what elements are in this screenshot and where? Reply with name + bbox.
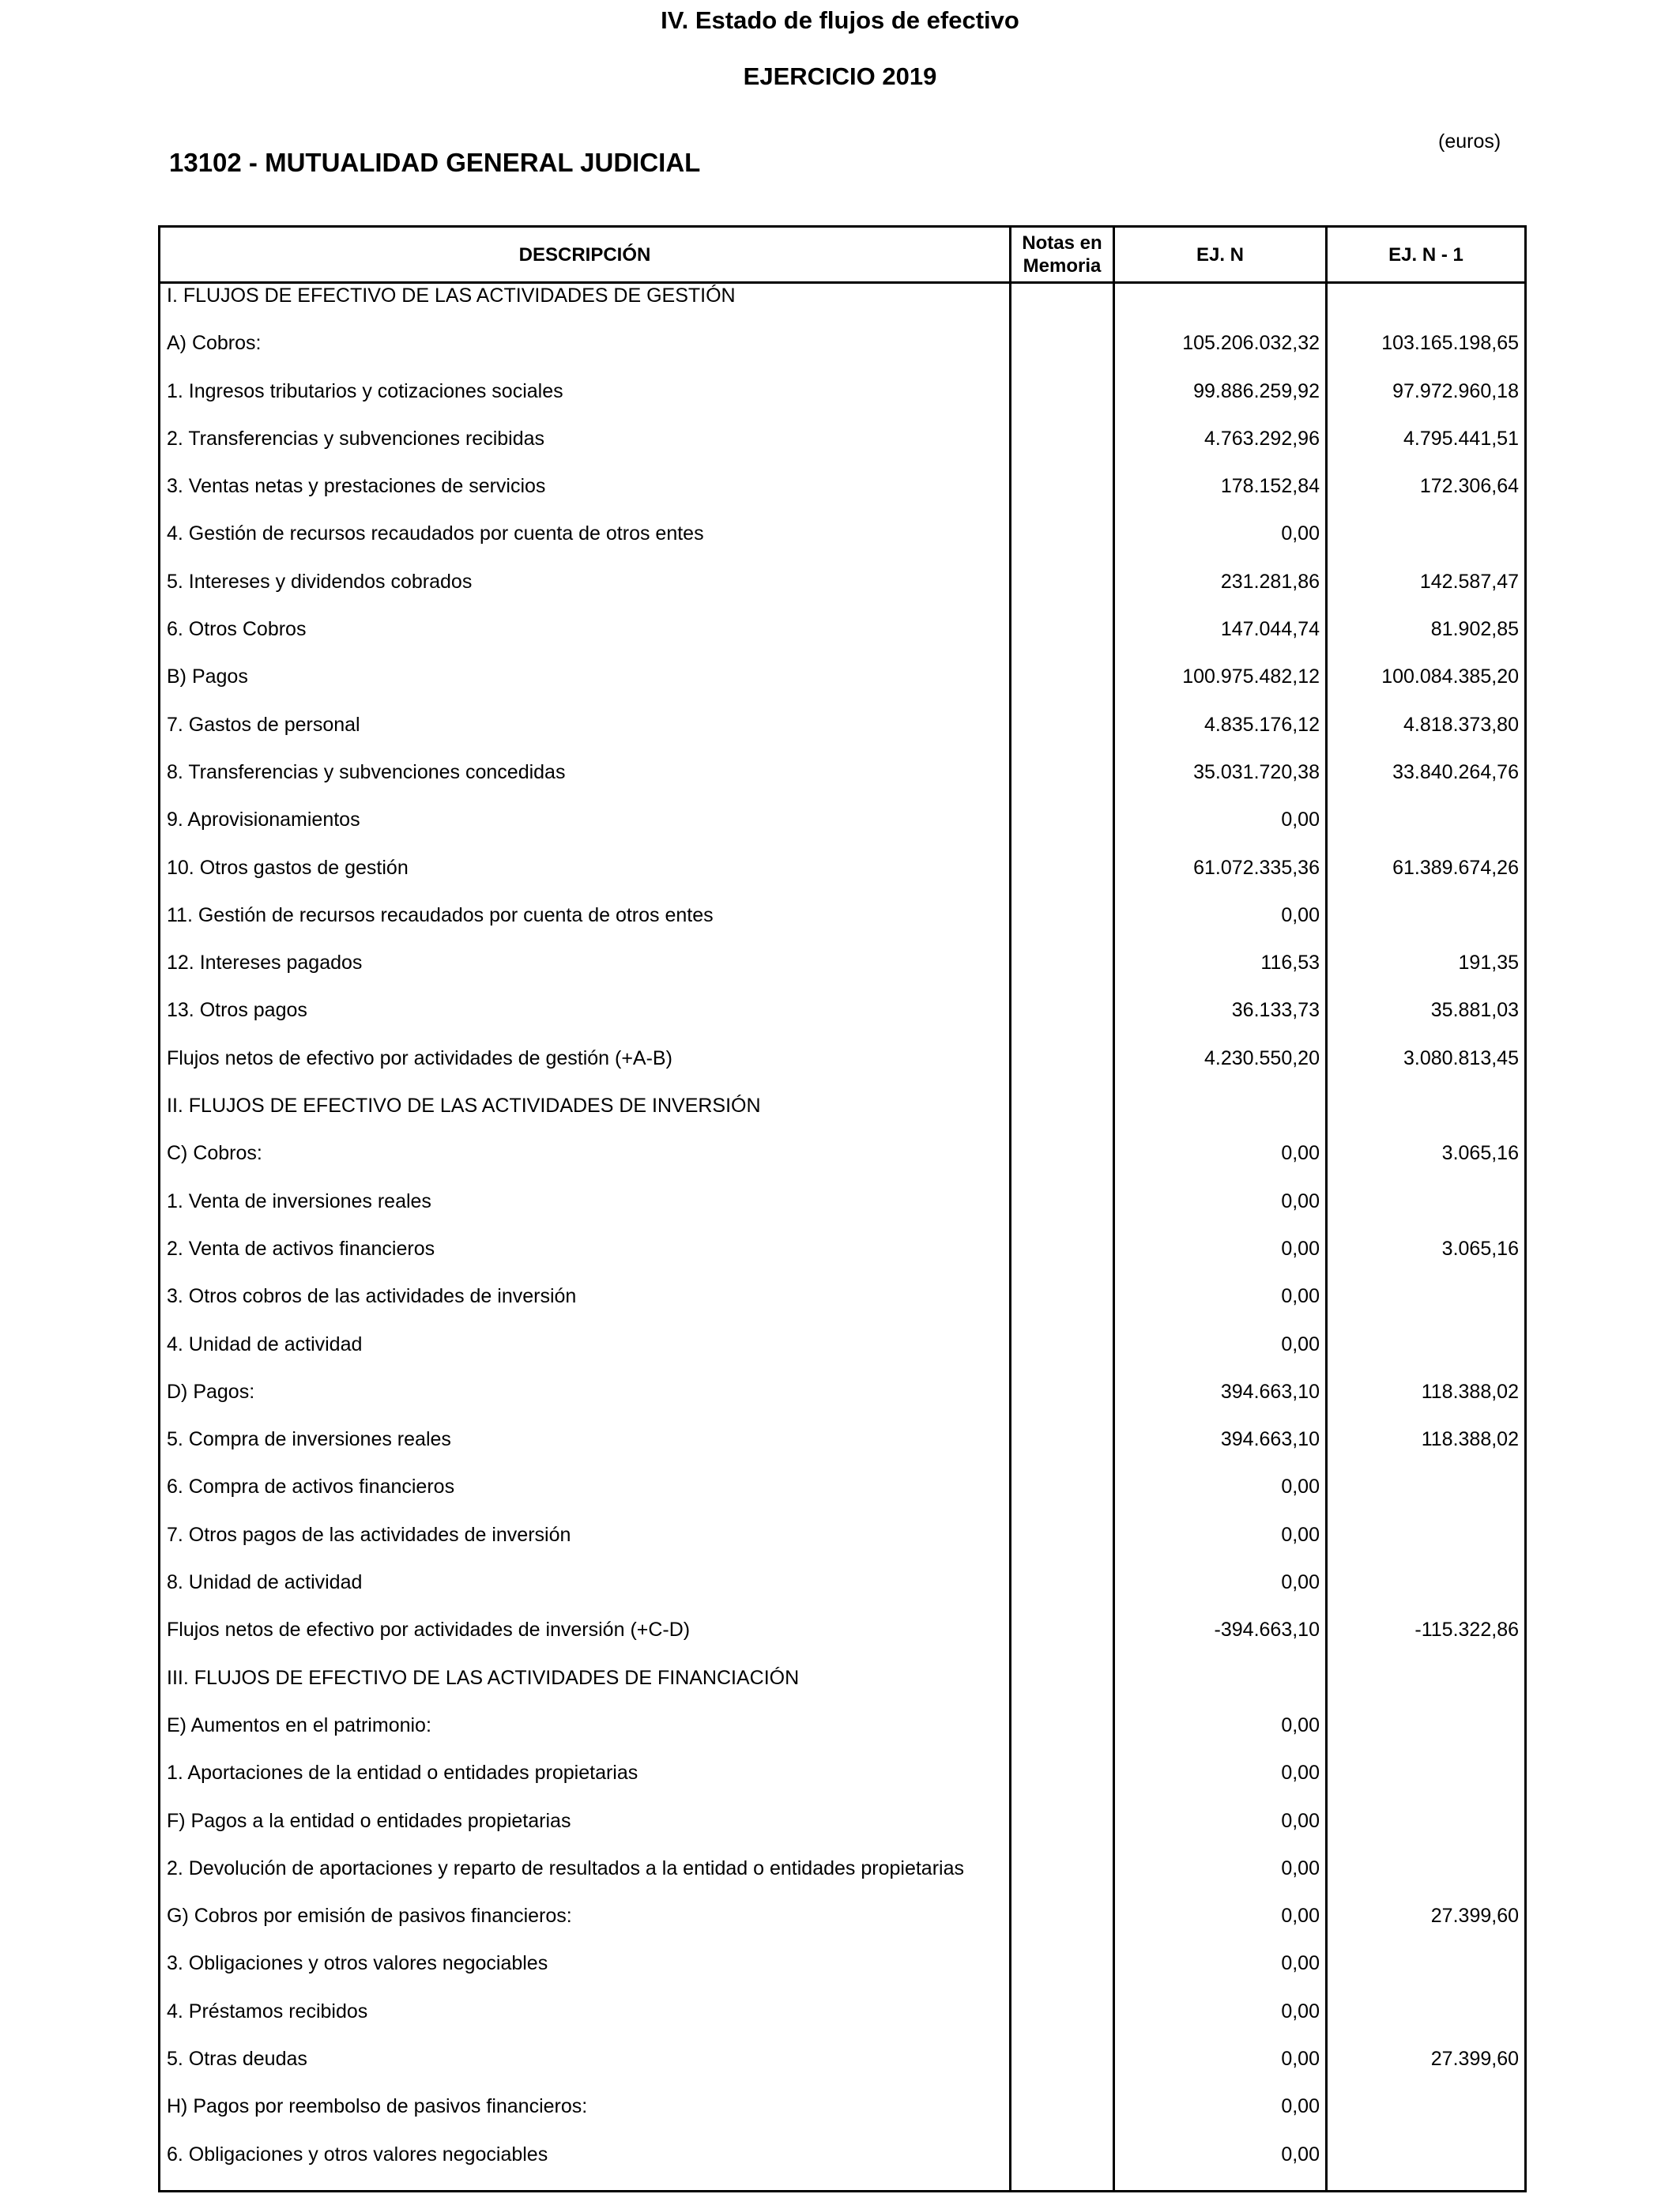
row-value-ej-n xyxy=(1114,283,1327,332)
row-notas xyxy=(1011,1046,1114,1094)
row-value-ej-n xyxy=(1114,1094,1327,1141)
row-value-ej-n: 0,00 xyxy=(1114,2047,1327,2094)
row-description: 10. Otros gastos de gestión xyxy=(160,856,1011,903)
row-description: A) Cobros: xyxy=(160,331,1011,379)
table-row xyxy=(160,427,1526,474)
column-header-ej-n: EJ. N xyxy=(1114,227,1327,283)
table-row xyxy=(160,1713,1526,1761)
row-notas xyxy=(1011,1951,1114,1999)
row-notas xyxy=(1011,1284,1114,1332)
table-row xyxy=(160,665,1526,712)
row-notas xyxy=(1011,379,1114,427)
table-row xyxy=(160,760,1526,808)
row-description: II. FLUJOS DE EFECTIVO DE LAS ACTIVIDADES DE INVERSIÓN xyxy=(160,1094,1011,1141)
row-value-ej-n1 xyxy=(1327,2094,1526,2142)
row-notas xyxy=(1011,427,1114,474)
row-value-ej-n xyxy=(1114,1666,1327,1713)
row-description: 2. Transferencias y subvenciones recibidas xyxy=(160,427,1011,474)
row-description: 4. Préstamos recibidos xyxy=(160,2000,1011,2047)
row-value-ej-n: 0,00 xyxy=(1114,1904,1327,1951)
row-notas xyxy=(1011,998,1114,1046)
row-notas xyxy=(1011,617,1114,665)
row-notas xyxy=(1011,1618,1114,1665)
row-value-ej-n1: 4.818.373,80 xyxy=(1327,713,1526,760)
row-notas xyxy=(1011,1094,1114,1141)
row-description: 3. Ventas netas y prestaciones de servicios xyxy=(160,474,1011,522)
row-notas xyxy=(1011,713,1114,760)
row-value-ej-n1: 4.795.441,51 xyxy=(1327,427,1526,474)
row-description: 5. Intereses y dividendos cobrados xyxy=(160,570,1011,617)
row-value-ej-n: 0,00 xyxy=(1114,1333,1327,1380)
row-description: 3. Obligaciones y otros valores negociables xyxy=(160,1951,1011,1999)
row-value-ej-n1: -115.322,86 xyxy=(1327,1618,1526,1665)
row-value-ej-n: 4.230.550,20 xyxy=(1114,1046,1327,1094)
row-value-ej-n: 0,00 xyxy=(1114,1713,1327,1761)
row-value-ej-n: 0,00 xyxy=(1114,903,1327,951)
row-value-ej-n1: 172.306,64 xyxy=(1327,474,1526,522)
row-description: D) Pagos: xyxy=(160,1380,1011,1427)
row-description: I. FLUJOS DE EFECTIVO DE LAS ACTIVIDADES DE GESTIÓN xyxy=(160,283,1011,332)
table-row xyxy=(160,2000,1526,2047)
row-description: 5. Compra de inversiones reales xyxy=(160,1427,1011,1475)
row-notas xyxy=(1011,665,1114,712)
row-value-ej-n: 0,00 xyxy=(1114,1570,1327,1618)
table-row xyxy=(160,808,1526,855)
row-value-ej-n1 xyxy=(1327,1809,1526,1857)
row-value-ej-n1: 35.881,03 xyxy=(1327,998,1526,1046)
row-value-ej-n: 0,00 xyxy=(1114,1237,1327,1284)
table-row xyxy=(160,713,1526,760)
row-value-ej-n1 xyxy=(1327,1951,1526,1999)
row-description: 4. Gestión de recursos recaudados por cuenta de otros entes xyxy=(160,522,1011,569)
row-notas xyxy=(1011,856,1114,903)
row-value-ej-n: 0,00 xyxy=(1114,1761,1327,1808)
row-value-ej-n1: 191,35 xyxy=(1327,951,1526,998)
row-description: 1. Aportaciones de la entidad o entidades propietarias xyxy=(160,1761,1011,1808)
row-value-ej-n: 0,00 xyxy=(1114,1951,1327,1999)
row-value-ej-n1 xyxy=(1327,1094,1526,1141)
row-value-ej-n: 99.886.259,92 xyxy=(1114,379,1327,427)
table-row xyxy=(160,522,1526,569)
row-description: Flujos netos de efectivo por actividades de inversión (+C-D) xyxy=(160,1618,1011,1665)
row-value-ej-n1: 27.399,60 xyxy=(1327,2047,1526,2094)
table-row xyxy=(160,1237,1526,1284)
row-value-ej-n1: 3.065,16 xyxy=(1327,1141,1526,1189)
row-description: 8. Transferencias y subvenciones concedidas xyxy=(160,760,1011,808)
row-value-ej-n: -394.663,10 xyxy=(1114,1618,1327,1665)
table-row xyxy=(160,1094,1526,1141)
row-notas xyxy=(1011,903,1114,951)
row-value-ej-n1: 81.902,85 xyxy=(1327,617,1526,665)
row-description: 5. Otras deudas xyxy=(160,2047,1011,2094)
table-row xyxy=(160,474,1526,522)
row-value-ej-n1 xyxy=(1327,808,1526,855)
row-value-ej-n: 0,00 xyxy=(1114,808,1327,855)
row-notas xyxy=(1011,283,1114,332)
row-value-ej-n1 xyxy=(1327,283,1526,332)
row-notas xyxy=(1011,1523,1114,1570)
row-description: 13. Otros pagos xyxy=(160,998,1011,1046)
row-value-ej-n: 36.133,73 xyxy=(1114,998,1327,1046)
row-value-ej-n1: 97.972.960,18 xyxy=(1327,379,1526,427)
row-value-ej-n1: 103.165.198,65 xyxy=(1327,331,1526,379)
row-description: E) Aumentos en el patrimonio: xyxy=(160,1713,1011,1761)
row-value-ej-n1: 61.389.674,26 xyxy=(1327,856,1526,903)
row-notas xyxy=(1011,1904,1114,1951)
table-row xyxy=(160,1189,1526,1237)
row-description: III. FLUJOS DE EFECTIVO DE LAS ACTIVIDADES DE FINANCIACIÓN xyxy=(160,1666,1011,1713)
row-value-ej-n1 xyxy=(1327,522,1526,569)
table-row xyxy=(160,2094,1526,2142)
row-value-ej-n: 4.763.292,96 xyxy=(1114,427,1327,474)
row-value-ej-n: 35.031.720,38 xyxy=(1114,760,1327,808)
row-description: 9. Aprovisionamientos xyxy=(160,808,1011,855)
table-row xyxy=(160,1141,1526,1189)
row-value-ej-n: 0,00 xyxy=(1114,522,1327,569)
row-description: 1. Ingresos tributarios y cotizaciones sociales xyxy=(160,379,1011,427)
row-notas xyxy=(1011,570,1114,617)
row-notas xyxy=(1011,1809,1114,1857)
row-value-ej-n: 0,00 xyxy=(1114,2000,1327,2047)
row-value-ej-n: 394.663,10 xyxy=(1114,1380,1327,1427)
row-notas xyxy=(1011,1713,1114,1761)
row-value-ej-n: 178.152,84 xyxy=(1114,474,1327,522)
row-notas xyxy=(1011,1857,1114,1904)
row-value-ej-n1: 27.399,60 xyxy=(1327,1904,1526,1951)
row-description: 8. Unidad de actividad xyxy=(160,1570,1011,1618)
currency-unit: (euros) xyxy=(1438,130,1501,153)
row-value-ej-n: 394.663,10 xyxy=(1114,1427,1327,1475)
row-value-ej-n: 147.044,74 xyxy=(1114,617,1327,665)
row-value-ej-n: 0,00 xyxy=(1114,2143,1327,2192)
row-notas xyxy=(1011,2047,1114,2094)
row-notas xyxy=(1011,1475,1114,1522)
row-notas xyxy=(1011,1761,1114,1808)
row-description: 11. Gestión de recursos recaudados por cuenta de otros entes xyxy=(160,903,1011,951)
row-value-ej-n1 xyxy=(1327,1570,1526,1618)
row-value-ej-n: 0,00 xyxy=(1114,1141,1327,1189)
table-row xyxy=(160,1904,1526,1951)
table-row xyxy=(160,1475,1526,1522)
row-notas xyxy=(1011,1666,1114,1713)
table-row xyxy=(160,1046,1526,1094)
row-notas xyxy=(1011,2094,1114,2142)
row-value-ej-n: 0,00 xyxy=(1114,1189,1327,1237)
row-description: 12. Intereses pagados xyxy=(160,951,1011,998)
table-row xyxy=(160,1951,1526,1999)
row-value-ej-n1 xyxy=(1327,1284,1526,1332)
row-value-ej-n: 0,00 xyxy=(1114,2094,1327,2142)
fiscal-year-title: EJERCICIO 2019 xyxy=(743,62,937,90)
row-description: F) Pagos a la entidad o entidades propietarias xyxy=(160,1809,1011,1857)
row-value-ej-n1 xyxy=(1327,1857,1526,1904)
row-notas xyxy=(1011,1427,1114,1475)
table-row xyxy=(160,379,1526,427)
row-value-ej-n: 0,00 xyxy=(1114,1523,1327,1570)
row-value-ej-n: 116,53 xyxy=(1114,951,1327,998)
row-notas xyxy=(1011,951,1114,998)
row-notas xyxy=(1011,1333,1114,1380)
column-header-notas xyxy=(1011,227,1114,283)
row-notas xyxy=(1011,1570,1114,1618)
table-row xyxy=(160,856,1526,903)
table-row xyxy=(160,617,1526,665)
row-notas xyxy=(1011,760,1114,808)
row-value-ej-n: 61.072.335,36 xyxy=(1114,856,1327,903)
row-value-ej-n1: 118.388,02 xyxy=(1327,1380,1526,1427)
row-value-ej-n1 xyxy=(1327,1189,1526,1237)
table-row xyxy=(160,283,1526,332)
row-value-ej-n: 4.835.176,12 xyxy=(1114,713,1327,760)
row-notas xyxy=(1011,331,1114,379)
row-description: 7. Gastos de personal xyxy=(160,713,1011,760)
table-row xyxy=(160,1809,1526,1857)
row-value-ej-n: 0,00 xyxy=(1114,1475,1327,1522)
table-header xyxy=(160,227,1526,283)
row-description: B) Pagos xyxy=(160,665,1011,712)
table-row xyxy=(160,570,1526,617)
row-notas xyxy=(1011,2143,1114,2192)
row-description: 4. Unidad de actividad xyxy=(160,1333,1011,1380)
row-description: H) Pagos por reembolso de pasivos financieros: xyxy=(160,2094,1011,2142)
row-notas xyxy=(1011,808,1114,855)
row-value-ej-n1 xyxy=(1327,1475,1526,1522)
table-row xyxy=(160,951,1526,998)
row-value-ej-n1 xyxy=(1327,2000,1526,2047)
row-value-ej-n1 xyxy=(1327,1333,1526,1380)
row-description: 6. Obligaciones y otros valores negociables xyxy=(160,2143,1011,2192)
row-value-ej-n: 0,00 xyxy=(1114,1857,1327,1904)
table-row xyxy=(160,1618,1526,1665)
table-body xyxy=(160,283,1526,2192)
row-value-ej-n: 0,00 xyxy=(1114,1809,1327,1857)
table-row xyxy=(160,903,1526,951)
row-value-ej-n1 xyxy=(1327,2143,1526,2192)
row-value-ej-n1 xyxy=(1327,903,1526,951)
row-description: 3. Otros cobros de las actividades de inversión xyxy=(160,1284,1011,1332)
cash-flow-table xyxy=(158,225,1527,2192)
row-value-ej-n1: 100.084.385,20 xyxy=(1327,665,1526,712)
row-description: 1. Venta de inversiones reales xyxy=(160,1189,1011,1237)
row-description: Flujos netos de efectivo por actividades de gestión (+A-B) xyxy=(160,1046,1011,1094)
row-value-ej-n1: 33.840.264,76 xyxy=(1327,760,1526,808)
column-header-descripcion: DESCRIPCIÓN xyxy=(160,227,1011,283)
row-description: G) Cobros por emisión de pasivos financieros: xyxy=(160,1904,1011,1951)
row-value-ej-n1 xyxy=(1327,1523,1526,1570)
row-value-ej-n1: 142.587,47 xyxy=(1327,570,1526,617)
row-value-ej-n: 105.206.032,32 xyxy=(1114,331,1327,379)
row-description: 2. Venta de activos financieros xyxy=(160,1237,1011,1284)
column-header-notas-line2: Memoria xyxy=(1023,255,1102,277)
table-row xyxy=(160,1380,1526,1427)
table-row xyxy=(160,331,1526,379)
row-description: 6. Compra de activos financieros xyxy=(160,1475,1011,1522)
table-row xyxy=(160,1523,1526,1570)
row-value-ej-n1 xyxy=(1327,1713,1526,1761)
table-row xyxy=(160,1284,1526,1332)
table-row xyxy=(160,1857,1526,1904)
table-row xyxy=(160,1761,1526,1808)
row-notas xyxy=(1011,1380,1114,1427)
row-description: C) Cobros: xyxy=(160,1141,1011,1189)
column-header-notas-line1: Notas en xyxy=(1022,232,1102,254)
row-value-ej-n1: 3.080.813,45 xyxy=(1327,1046,1526,1094)
table-row xyxy=(160,1570,1526,1618)
row-value-ej-n1: 118.388,02 xyxy=(1327,1427,1526,1475)
row-notas xyxy=(1011,2000,1114,2047)
row-notas xyxy=(1011,522,1114,569)
table-row xyxy=(160,1666,1526,1713)
row-value-ej-n: 100.975.482,12 xyxy=(1114,665,1327,712)
row-notas xyxy=(1011,1189,1114,1237)
row-value-ej-n1 xyxy=(1327,1761,1526,1808)
row-notas xyxy=(1011,474,1114,522)
table-row xyxy=(160,2143,1526,2192)
row-value-ej-n: 231.281,86 xyxy=(1114,570,1327,617)
page-title: IV. Estado de flujos de efectivo xyxy=(661,6,1019,34)
row-notas xyxy=(1011,1237,1114,1284)
table-row xyxy=(160,998,1526,1046)
row-notas xyxy=(1011,1141,1114,1189)
row-value-ej-n1 xyxy=(1327,1666,1526,1713)
row-value-ej-n1: 3.065,16 xyxy=(1327,1237,1526,1284)
table-row xyxy=(160,1427,1526,1475)
table-row xyxy=(160,1333,1526,1380)
row-value-ej-n: 0,00 xyxy=(1114,1284,1327,1332)
row-description: 7. Otros pagos de las actividades de inversión xyxy=(160,1523,1011,1570)
column-header-ej-n1: EJ. N - 1 xyxy=(1327,227,1526,283)
entity-name: 13102 - MUTUALIDAD GENERAL JUDICIAL xyxy=(169,148,701,177)
row-description: 2. Devolución de aportaciones y reparto de resultados a la entidad o entidades propietarias xyxy=(160,1857,1011,1904)
row-description: 6. Otros Cobros xyxy=(160,617,1011,665)
table-row xyxy=(160,2047,1526,2094)
